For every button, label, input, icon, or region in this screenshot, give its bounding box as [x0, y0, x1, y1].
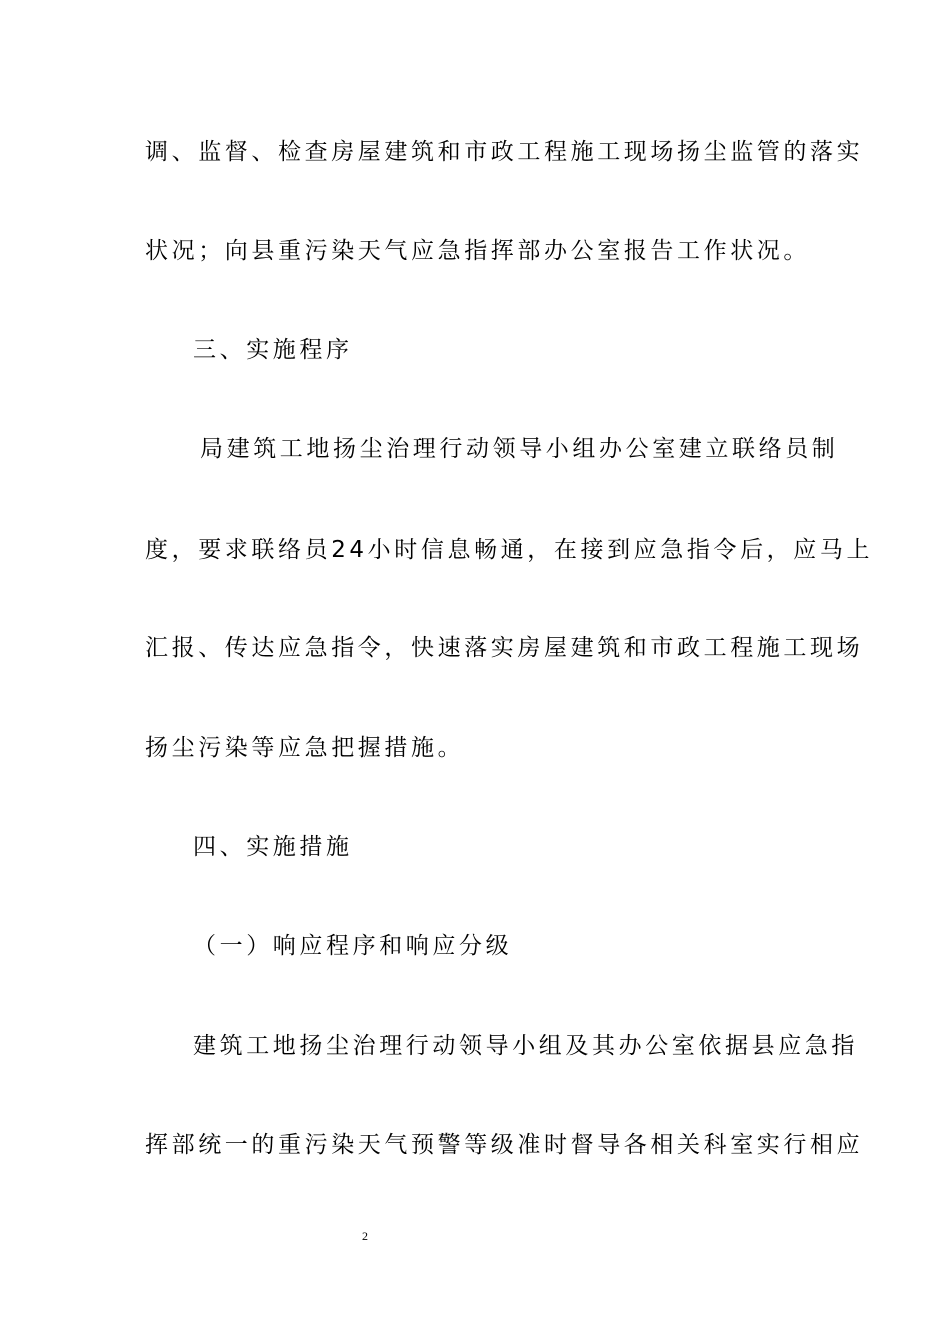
body-text-line: 度，要求联络员24小时信息畅通，在接到应急指令后，应马上 — [145, 537, 874, 563]
section-heading: 三、实施程序 — [193, 337, 353, 363]
body-text-line: 扬尘污染等应急把握措施。 — [145, 735, 465, 761]
body-text-line: 调、监督、检查房屋建筑和市政工程施工现场扬尘监管的落实 — [145, 139, 864, 165]
body-text-line: 局建筑工地扬尘治理行动领导小组办公室建立联络员制 — [200, 436, 839, 462]
body-text-line: 状况；向县重污染天气应急指挥部办公室报告工作状况。 — [145, 238, 810, 264]
section-heading: 四、实施措施 — [193, 834, 353, 860]
page-number: 2 — [362, 1229, 368, 1243]
subsection-heading: （一）响应程序和响应分级 — [193, 933, 513, 959]
body-text-line: 挥部统一的重污染天气预警等级准时督导各相关科室实行相应 — [145, 1132, 864, 1158]
body-text-line: 汇报、传达应急指令，快速落实房屋建筑和市政工程施工现场 — [145, 635, 864, 661]
body-text-line: 建筑工地扬尘治理行动领导小组及其办公室依据县应急指 — [193, 1033, 858, 1059]
